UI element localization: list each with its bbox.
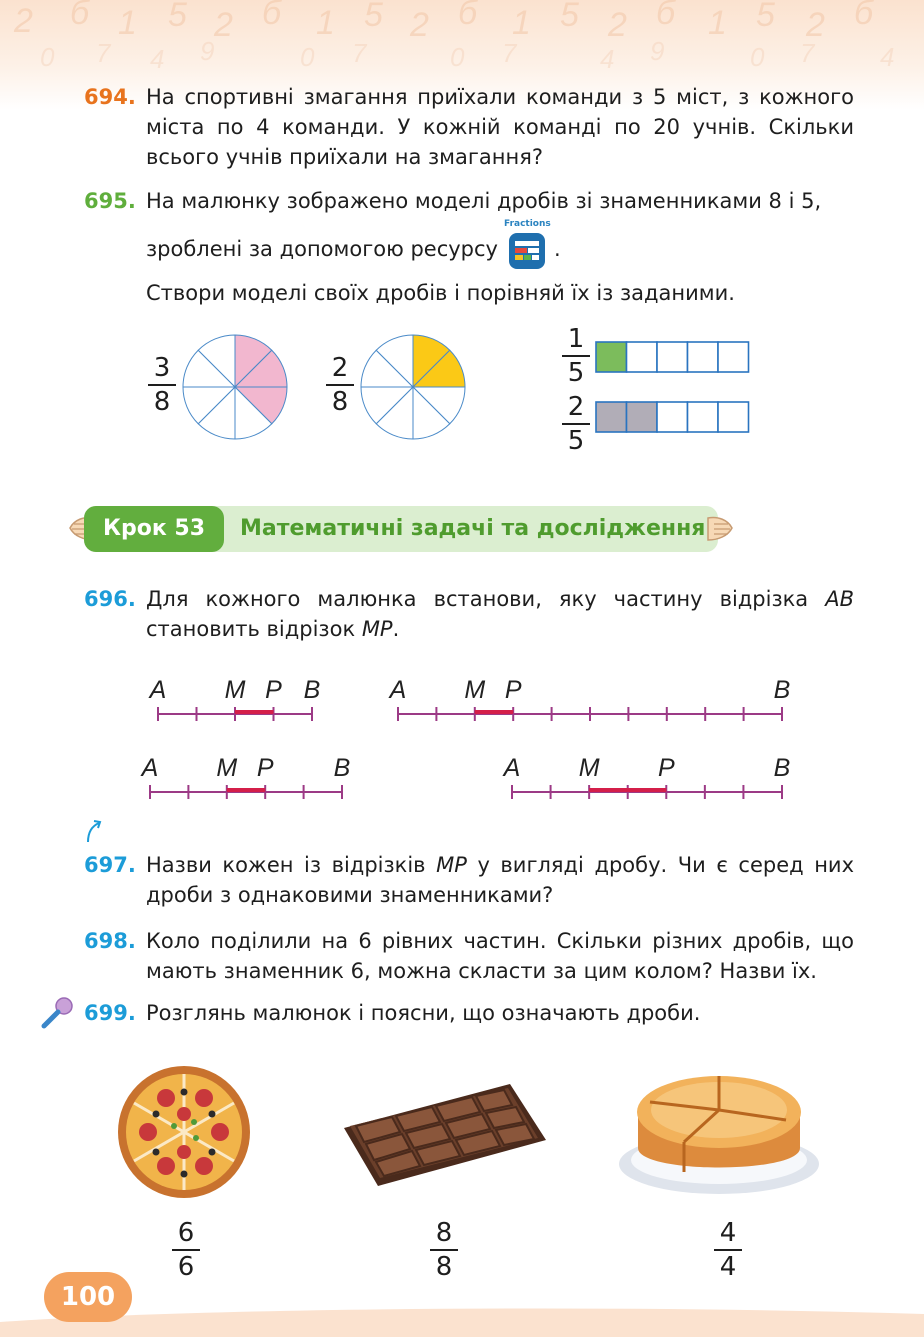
fraction-bar — [562, 423, 590, 425]
point-label-a: A — [141, 754, 159, 782]
fraction-6-6-label — [172, 1218, 200, 1282]
svg-text:б: б — [656, 0, 676, 32]
fraction-bar — [430, 1249, 458, 1251]
svg-text:2: 2 — [214, 6, 233, 44]
denominator: 8 — [153, 387, 171, 417]
svg-text:9: 9 — [650, 36, 665, 66]
task-695 — [84, 186, 854, 308]
svg-text:1: 1 — [512, 4, 531, 42]
point-label-m: M — [216, 754, 238, 782]
empty-cell — [688, 402, 719, 432]
task-number: 696. — [84, 587, 136, 611]
svg-text:2: 2 — [14, 2, 33, 40]
svg-text:1: 1 — [118, 4, 137, 42]
fraction-bar — [562, 355, 590, 357]
task-694 — [84, 82, 854, 172]
task-699 — [84, 998, 854, 1028]
svg-text:1: 1 — [708, 4, 727, 42]
svg-text:7: 7 — [96, 38, 111, 68]
point-label-a: A — [389, 676, 407, 704]
fraction-bar — [714, 1249, 742, 1251]
svg-text:4: 4 — [880, 42, 895, 72]
fraction-4-4-label — [714, 1218, 742, 1282]
svg-text:2: 2 — [608, 6, 627, 44]
point-label-b: B — [333, 754, 351, 782]
task-text — [146, 584, 854, 644]
fraction-2-8-label — [326, 353, 354, 417]
task-text-line3: Створи моделі своїх дробів і порівняй їх із заданими. — [146, 281, 735, 305]
numerator: 1 — [567, 324, 585, 354]
point-label-p: P — [504, 676, 522, 704]
point-label-m: M — [578, 754, 600, 782]
fraction-1-5-label — [562, 324, 590, 388]
segment-ab-label: AB — [825, 587, 854, 611]
curved-arrow-icon — [84, 818, 104, 844]
segment-mp-label: MP — [436, 853, 467, 877]
svg-text:б: б — [70, 0, 90, 32]
fraction-strip-1-5 — [594, 340, 752, 374]
denominator: 8 — [435, 1252, 453, 1282]
text-part: у вигляді дробу. Чи є серед них дроби з однаковими знаменниками? — [146, 853, 854, 907]
fraction-bar — [148, 384, 176, 386]
svg-text:4: 4 — [600, 44, 615, 74]
svg-text:б: б — [458, 0, 478, 32]
footer-decor-band — [0, 1300, 924, 1337]
empty-cell — [718, 342, 749, 372]
svg-text:9: 9 — [200, 36, 215, 66]
fraction-bar — [326, 384, 354, 386]
fraction-8-8-label — [430, 1218, 458, 1282]
task-text-line1: На малюнку зображено моделі дробів зі знаменниками 8 і 5, — [146, 189, 822, 213]
svg-text:0: 0 — [450, 42, 465, 72]
fraction-strip-2-5 — [594, 400, 752, 434]
denominator: 8 — [331, 387, 349, 417]
numerator: 8 — [435, 1218, 453, 1248]
task-number: 697. — [84, 853, 136, 877]
svg-text:7: 7 — [800, 38, 815, 68]
svg-text:5: 5 — [756, 0, 775, 34]
svg-text:5: 5 — [168, 0, 187, 34]
task-text-line2 — [146, 234, 854, 264]
svg-text:1: 1 — [316, 4, 335, 42]
task-number: 699. — [84, 1001, 136, 1025]
point-label-p: P — [265, 676, 282, 704]
task-text: На спортивні змагання приїхали команди з 5 міст, з кожного міста по 4 команди. У кожній команді по 20 учнів. Скільки всього учнів приїхали на змагання? — [146, 85, 854, 169]
task-text: Коло поділили на 6 рівних частин. Скільки різних дробів, що мають знаменник 6, можна скласти за цим колом? Назви їх. — [146, 929, 854, 983]
point-label-b: B — [773, 754, 791, 782]
line2-end: . — [554, 237, 561, 261]
empty-cell — [688, 342, 719, 372]
krok-label: Крок 53 — [84, 506, 224, 552]
numerator: 2 — [567, 392, 585, 422]
svg-text:б: б — [262, 0, 282, 32]
point-label-b: B — [303, 676, 321, 704]
pie-image — [614, 1068, 824, 1198]
filled-cell — [596, 342, 627, 372]
point-label-a: A — [503, 754, 521, 782]
point-label-a: A — [149, 676, 167, 704]
numerator: 2 — [331, 353, 349, 383]
fraction-bar — [172, 1249, 200, 1251]
task-text: Розглянь малюнок і поясни, що означають дроби. — [146, 1001, 701, 1025]
text-part: становить відрізок — [146, 617, 362, 641]
svg-text:б: б — [854, 0, 874, 32]
svg-text:7: 7 — [352, 38, 367, 68]
pizza-image — [116, 1064, 252, 1200]
filled-cell — [627, 402, 658, 432]
task-696 — [84, 584, 854, 644]
svg-text:0: 0 — [40, 42, 55, 72]
svg-text:2: 2 — [806, 6, 825, 44]
numerator: 3 — [153, 353, 171, 383]
point-label-m: M — [464, 676, 486, 704]
empty-cell — [657, 342, 688, 372]
microphone-icon — [40, 996, 74, 1030]
denominator: 5 — [567, 426, 585, 456]
empty-cell — [657, 402, 688, 432]
krok-title: Математичні задачі та дослідження — [240, 516, 706, 541]
fractions-resource-caption: Fractions — [504, 219, 551, 229]
digits-pattern-decor — [0, 0, 924, 80]
task-697 — [84, 850, 854, 910]
filled-cell — [596, 402, 627, 432]
fractions-app-icon[interactable] — [508, 232, 546, 270]
point-label-b: B — [773, 676, 791, 704]
text-part: Для кожного малюнка встанови, яку частину відрізка — [146, 587, 826, 611]
text-part: Назви кожен із відрізків — [146, 853, 437, 877]
pointing-hand-right-icon — [706, 512, 736, 546]
task-number: 694. — [84, 85, 136, 109]
chocolate-bar-image — [340, 1080, 550, 1190]
page-number: 100 — [44, 1272, 132, 1322]
point-label-p: P — [256, 754, 274, 782]
svg-text:5: 5 — [560, 0, 579, 34]
svg-text:7: 7 — [502, 38, 517, 68]
task-number: 695. — [84, 189, 136, 213]
fraction-3-8-label — [148, 353, 176, 417]
fraction-2-5-label — [562, 392, 590, 456]
line2-text: зроблені за допомогою ресурсу — [146, 237, 498, 261]
svg-text:5: 5 — [364, 0, 383, 34]
empty-cell — [627, 342, 658, 372]
task-text — [146, 850, 854, 910]
empty-cell — [718, 402, 749, 432]
point-label-p: P — [657, 754, 675, 782]
numerator: 4 — [719, 1218, 737, 1248]
fraction-circle-2-8 — [358, 332, 468, 442]
segment-mp-label: MP — [361, 617, 393, 641]
task-698 — [84, 926, 854, 986]
segments-figure — [0, 660, 924, 810]
denominator: 5 — [567, 358, 585, 388]
svg-text:0: 0 — [750, 42, 765, 72]
numerator: 6 — [177, 1218, 195, 1248]
task-number: 698. — [84, 929, 136, 953]
denominator: 4 — [719, 1252, 737, 1282]
denominator: 6 — [177, 1252, 195, 1282]
svg-text:4: 4 — [150, 44, 165, 74]
svg-text:0: 0 — [300, 42, 315, 72]
svg-text:2: 2 — [410, 6, 429, 44]
fraction-circle-3-8 — [180, 332, 290, 442]
point-label-m: M — [224, 676, 246, 704]
text-part: . — [392, 617, 400, 641]
